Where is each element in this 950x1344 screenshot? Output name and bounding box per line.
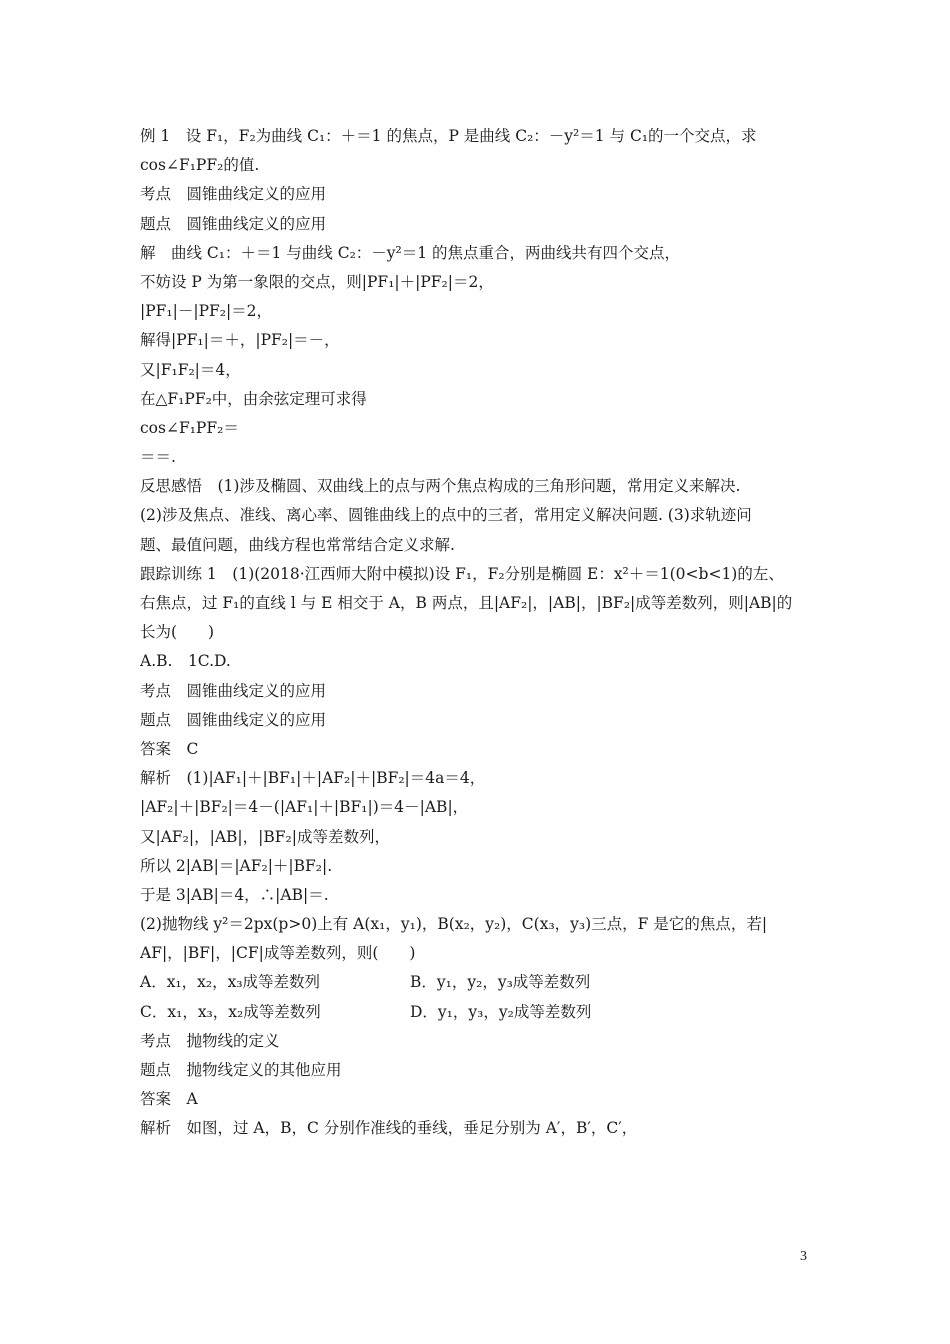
page-number: 3 [800,1249,807,1264]
text-line: (2)涉及焦点、准线、离心率、圆锥曲线上的点中的三者，常用定义解决问题. (3)求轨迹问 [140,506,752,525]
text-line: 答案 C [140,739,199,758]
text-line: 不妨设 P 为第一象限的交点，则|PF₁|＋|PF₂|＝2， [140,272,494,291]
text-line: 跟踪训练 1 (1)(2018·江西师大附中模拟)设 F₁，F₂分别是椭圆 E：x²＋＝1(0<b<1)的左、 [140,564,784,583]
text-line: 例 1 设 F₁，F₂为曲线 C₁：＋＝1 的焦点，P 是曲线 C₂：－y²＝1 与 C₁的一个交点，求 [140,127,757,145]
text-line: 反思感悟 (1)涉及椭圆、双曲线上的点与两个焦点构成的三角形问题，常用定义来解决. [140,477,741,496]
text-line: 又|F₁F₂|＝4， [140,360,241,379]
text-line: 题点 圆锥曲线定义的应用 [140,710,327,729]
answer-options [140,968,820,1026]
text-line: (2)抛物线 y²＝2px(p>0)上有 A(x₁，y₁)，B(x₂，y₂)，C(x₃，y₃)三点，F 是它的焦点，若| [140,915,768,934]
text-line: 又|AF₂|，|AB|，|BF₂|成等差数列， [140,827,390,846]
text-line: 考点 圆锥曲线定义的应用 [140,185,327,204]
text-line: 长为( ) [140,623,215,642]
option-a: A．x₁，x₂，x₃成等差数列 [140,973,321,992]
option-c: C．x₁，x₃，x₂成等差数列 [140,1002,321,1021]
text-line: 解析 如图，过 A，B，C 分别作准线的垂线，垂足分别为 A′，B′，C′， [140,1119,638,1138]
text-line: 在△F₁PF₂中，由余弦定理可求得 [140,389,367,408]
text-block-after [140,1027,820,1144]
text-line: 解 曲线 C₁：＋＝1 与曲线 C₂：－y²＝1 的焦点重合，两曲线共有四个交点， [140,243,681,262]
text-line: 于是 3|AB|＝4，∴|AB|＝. [140,885,329,904]
text-line: ＝＝. [140,448,176,467]
option-b: B．y₁，y₂，y₃成等差数列 [410,973,591,992]
option-row [140,998,820,1027]
text-line: 解析 (1)|AF₁|＋|BF₁|＋|AF₂|＋|BF₂|＝4a＝4， [140,769,486,788]
text-line: A.B. 1C.D. [140,652,231,671]
text-line: 题、最值问题，曲线方程也常常结合定义求解. [140,535,455,554]
text-line: cos∠F₁PF₂＝ [140,418,239,437]
text-line: 题点 圆锥曲线定义的应用 [140,214,327,233]
document-page [140,122,820,1144]
option-d: D．y₁，y₃，y₂成等差数列 [410,1002,592,1021]
text-line: 解得|PF₁|＝＋，|PF₂|＝－， [140,331,340,350]
text-line: |PF₁|－|PF₂|＝2， [140,302,273,321]
text-line: |AF₂|＋|BF₂|＝4－(|AF₁|＋|BF₁|)＝4－|AB|， [140,798,469,817]
text-block [140,122,820,968]
text-line: 题点 抛物线定义的其他应用 [140,1061,342,1079]
text-line: cos∠F₁PF₂的值. [140,156,260,175]
option-row [140,968,820,997]
text-line: 所以 2|AB|＝|AF₂|＋|BF₂|. [140,856,333,875]
text-line: 考点 圆锥曲线定义的应用 [140,681,327,700]
text-line: 考点 抛物线的定义 [140,1031,280,1050]
text-line: AF|，|BF|，|CF|成等差数列，则( ) [140,944,416,963]
text-line: 右焦点，过 F₁的直线 l 与 E 相交于 A，B 两点，且|AF₂|，|AB|，|BF₂|成等差数列，则|AB|的 [140,594,793,612]
text-line: 答案 A [140,1090,198,1109]
